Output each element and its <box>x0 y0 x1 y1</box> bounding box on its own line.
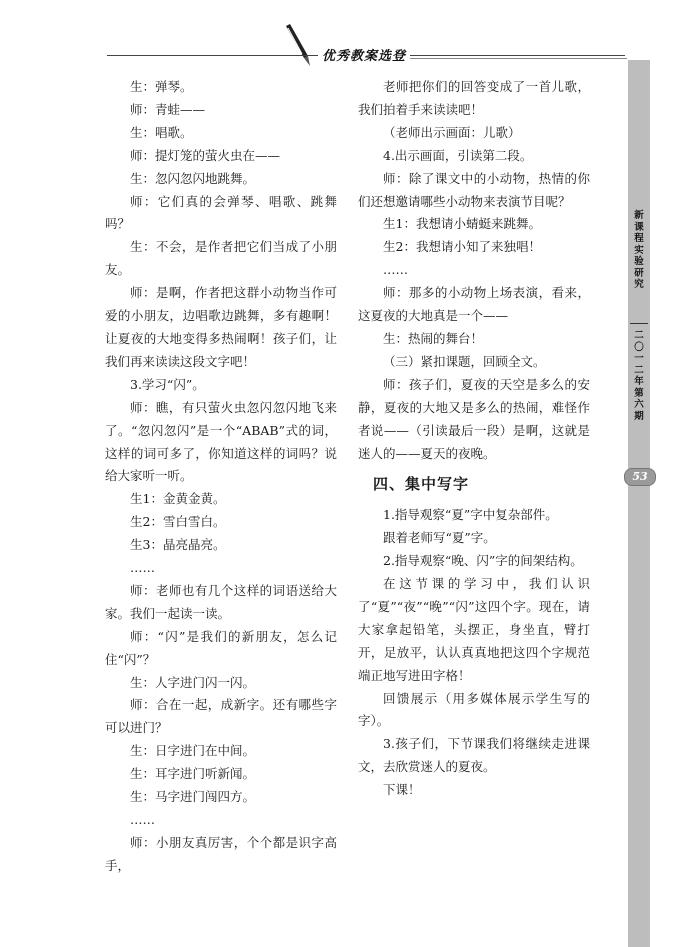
paragraph: 生：马字进门闯四方。 <box>130 789 256 805</box>
paragraph: 师：青蛙—— <box>130 101 206 117</box>
journal-name: 新课程实验研究 <box>634 210 644 290</box>
paragraph: …… <box>130 560 155 576</box>
paragraph: 师：小朋友真厉害，个个都是识字高手， <box>105 834 337 873</box>
paragraph: 生：弹琴。 <box>130 79 193 94</box>
paragraph: 师：合在一起，成新字。还有哪些字可以进门？ <box>105 697 337 736</box>
paragraph: 师：提灯笼的萤火虫在—— <box>130 147 281 163</box>
page-number: 53 <box>624 468 656 486</box>
paragraph: …… <box>383 262 408 278</box>
paragraph: 生：忽闪忽闪地跳舞。 <box>130 170 256 186</box>
paragraph: 老师把你们的回答变成了一首儿歌，我们拍着手来读读吧！ <box>358 79 590 117</box>
issue-label: 二〇一二年第六期 <box>634 330 644 422</box>
left-column <box>105 76 337 878</box>
paragraph: 2.指导观察“晚、闪”字的间架结构。 <box>383 553 583 569</box>
paragraph: 生：耳字进门听新闻。 <box>130 766 256 782</box>
paragraph: 师：瞧，有只萤火虫忽闪忽闪地飞来了。“忽闪忽闪”是一个“ABAB”式的词，这样的词可多了，你知道这样的词吗？说给大家听一听。 <box>105 399 337 484</box>
paragraph: 生2：雪白雪白。 <box>130 514 226 530</box>
paragraph: 师：除了课文中的小动物，热情的你们还想邀请哪些小动物来表演节目呢？ <box>358 170 590 209</box>
paragraph: （三）紧扣课题，回顾全文。 <box>383 353 546 369</box>
right-column-bottom <box>358 504 590 802</box>
section-title: 四、集中写字 <box>373 475 470 494</box>
header-title: 优秀教案选登 <box>318 45 410 64</box>
paragraph: 生1：我想请小蜻蜓来跳舞。 <box>383 216 541 232</box>
paragraph: 生：唱歌。 <box>130 124 193 140</box>
paragraph: 生2：我想请小知了来独唱！ <box>383 239 541 255</box>
paragraph: 在这节课的学习中，我们认识了“夏”“夜”“晚”“闪”这四个字。现在，请大家拿起铅笔，头摆正，身坐直，臂打开，足放平，认认真真地把这四个字规范端正地写进田字格！ <box>358 576 590 683</box>
right-column-top <box>358 76 590 465</box>
side-divider <box>630 323 648 324</box>
paragraph: 跟着老师写“夏”字。 <box>383 530 496 546</box>
paragraph: 生：人字进门闪一闪。 <box>130 674 256 690</box>
paragraph: （老师出示画面：儿歌） <box>383 124 521 140</box>
paragraph: 生：热闹的舞台！ <box>383 330 484 346</box>
header-rule-secondary <box>407 58 627 59</box>
paragraph: 师：那多的小动物上场表演，看来，这夏夜的大地真是一个—— <box>358 285 590 324</box>
paragraph: 生：不会，是作者把它们当成了小朋友。 <box>105 239 337 278</box>
paragraph: 1.指导观察“夏”字中复杂部件。 <box>383 507 558 523</box>
paragraph: 3.孩子们，下节课我们将继续走进课文，去欣赏迷人的夏夜。 <box>358 736 590 775</box>
paragraph: 师：孩子们，夏夜的天空是多么的安静，夏夜的大地又是多么的热闹，难怪作者说——（引读最后一段）是啊，这就是迷人的——夏天的夜晚。 <box>358 376 590 461</box>
right-column <box>358 76 590 802</box>
side-tab <box>628 60 650 947</box>
paragraph: 生1：金黄金黄。 <box>130 491 226 507</box>
paragraph: 生3：晶亮晶亮。 <box>130 537 226 553</box>
paragraph: 师：“闪”是我们的新朋友，怎么记住“闪”？ <box>105 628 337 667</box>
paragraph: 回馈展示（用多媒体展示学生写的字）。 <box>358 690 590 729</box>
paragraph: 下课！ <box>383 782 421 798</box>
paragraph: 师：老师也有几个这样的词语送给大家。我们一起读一读。 <box>105 582 337 621</box>
pen-icon <box>282 24 314 70</box>
paragraph: 3.学习“闪”。 <box>130 376 205 392</box>
paragraph: 师：是啊，作者把这群小动物当作可爱的小朋友，边唱歌边跳舞，多有趣啊！让夏夜的大地变得多热闹啊！孩子们，让我们再来读读这段文字吧！ <box>105 285 337 369</box>
paragraph: 4.出示画面，引读第二段。 <box>383 147 533 163</box>
paragraph: 师：它们真的会弹琴、唱歌、跳舞吗？ <box>105 193 337 232</box>
paragraph: 生：日字进门在中间。 <box>130 743 256 759</box>
page-header <box>0 0 680 80</box>
paragraph: …… <box>130 812 155 827</box>
